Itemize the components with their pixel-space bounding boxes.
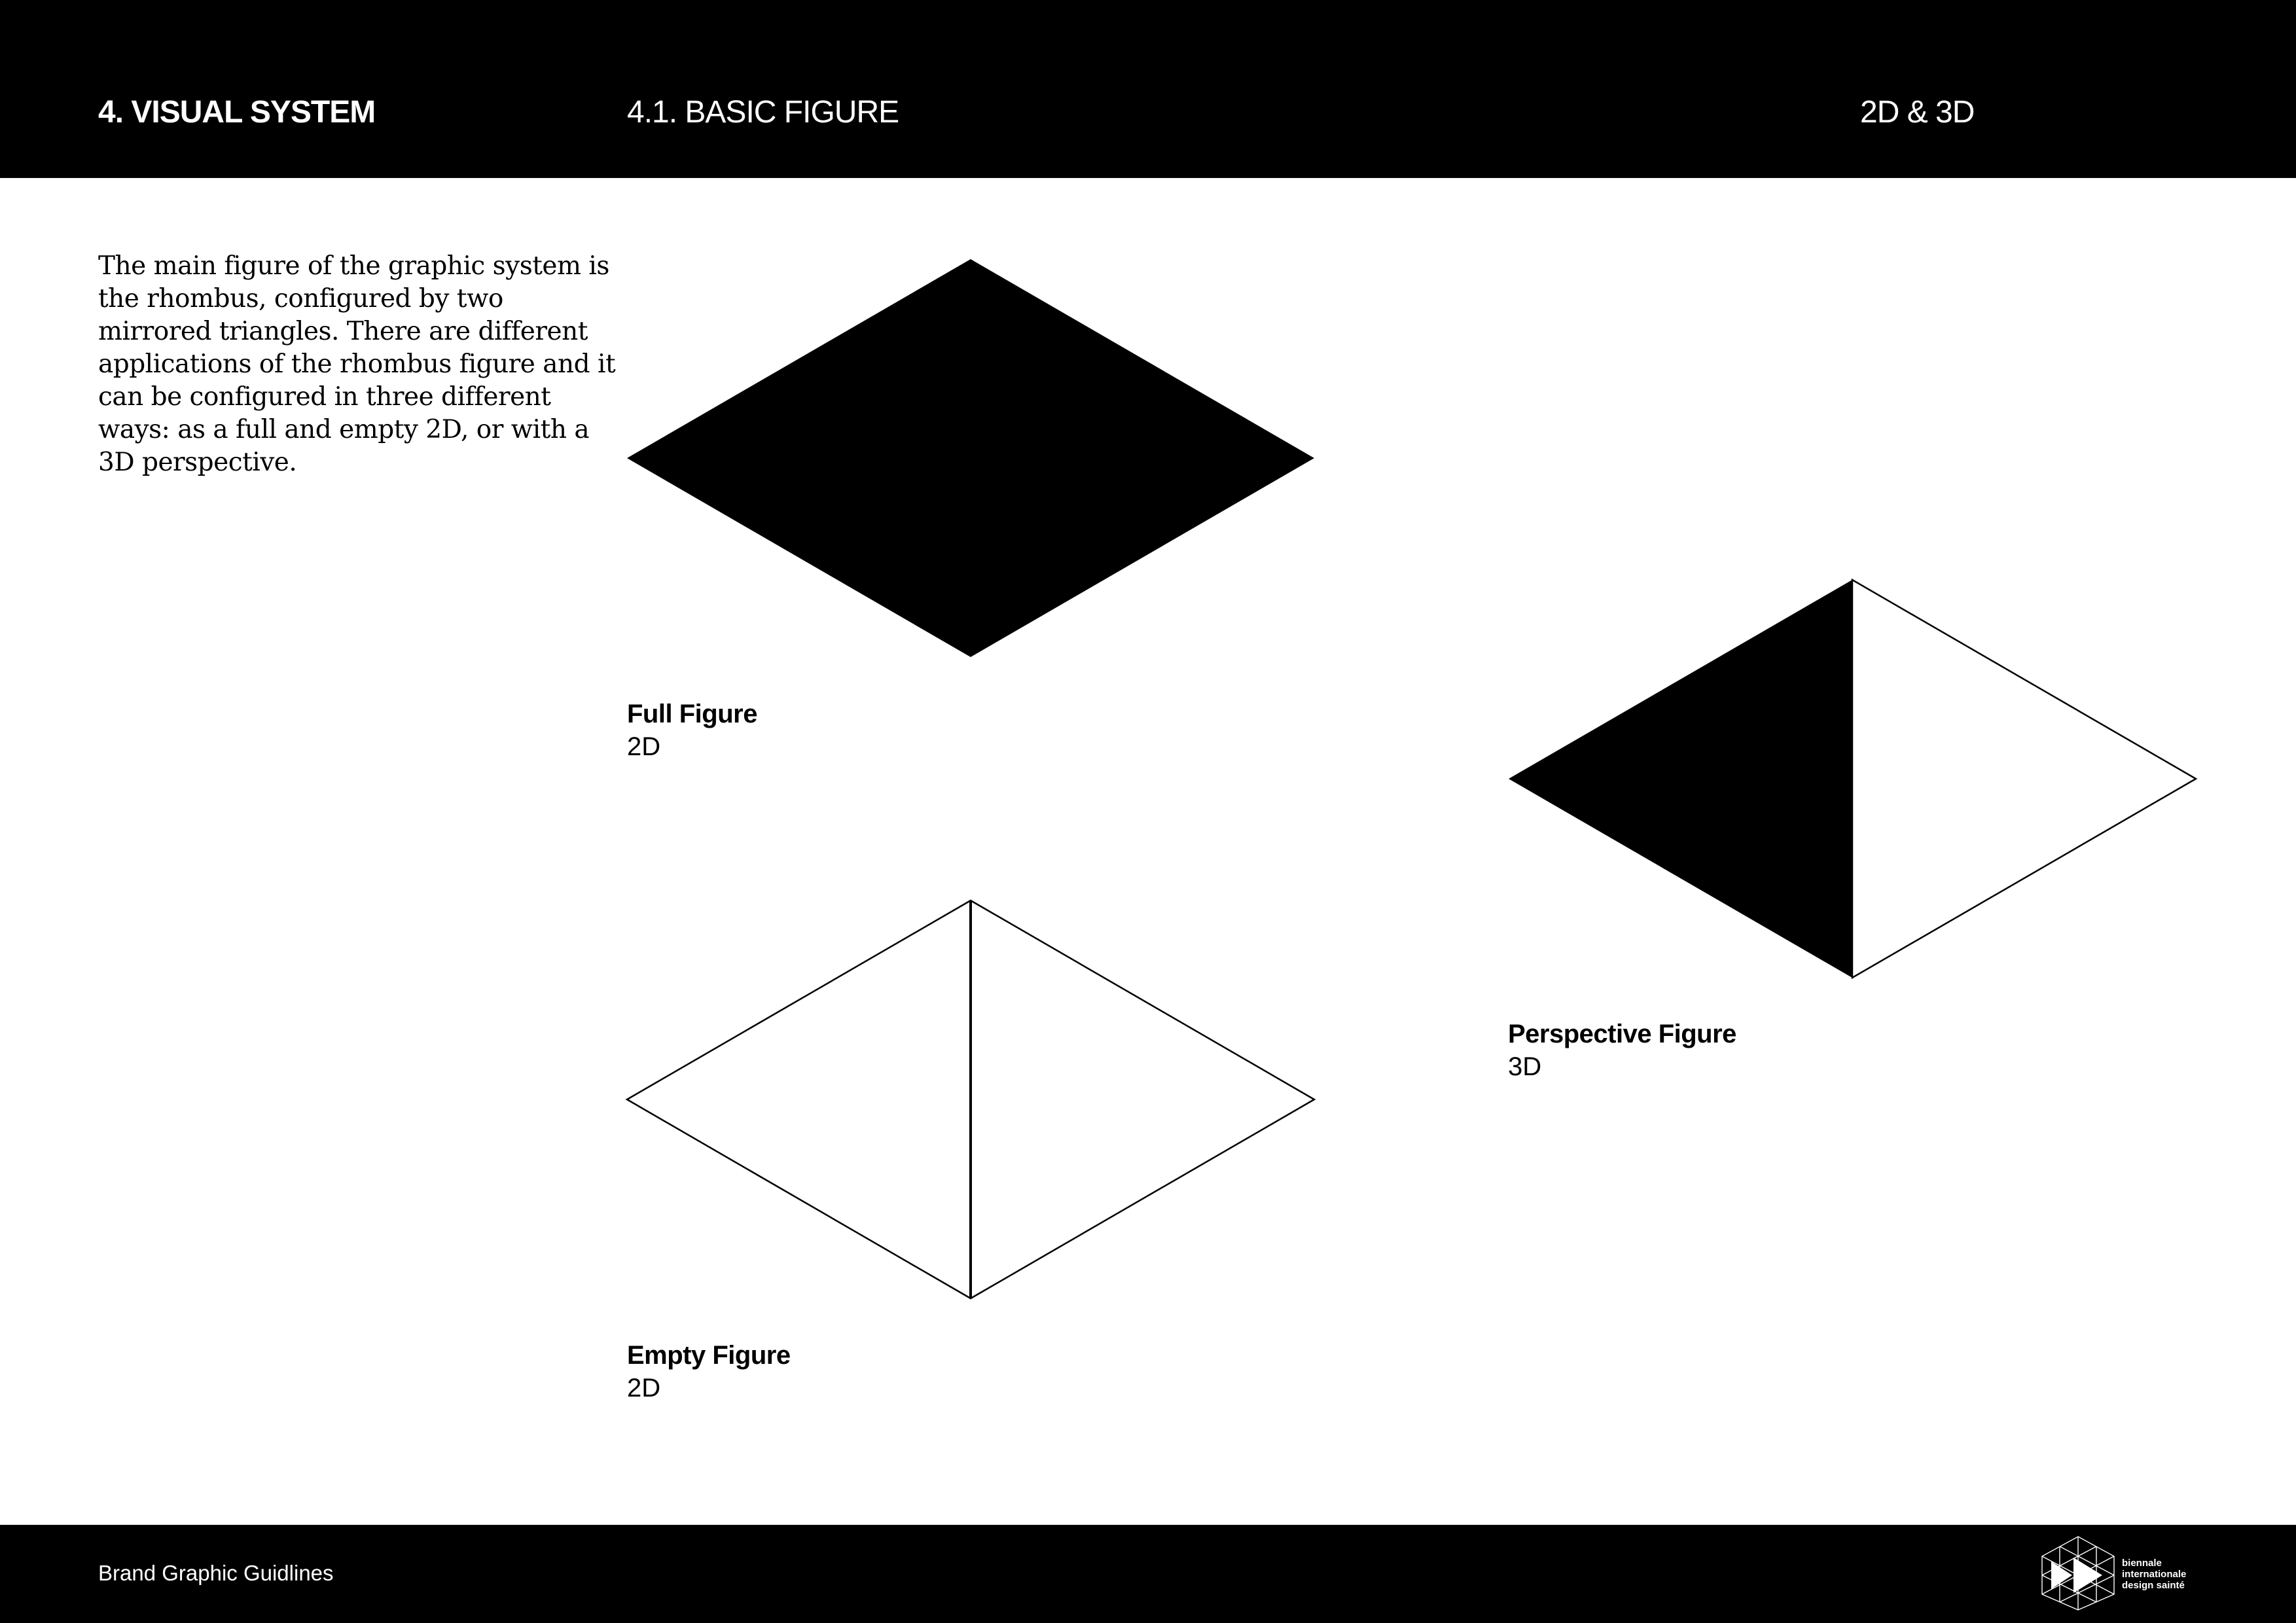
perspective-figure-dimension: 3D: [1508, 1052, 1542, 1081]
section-title: 4. VISUAL SYSTEM: [98, 95, 376, 130]
full-figure-left-triangle: [627, 259, 971, 657]
perspective-figure-filled-half: [1509, 580, 1852, 978]
subsection-title: 4.1. BASIC FIGURE: [627, 95, 899, 130]
empty-figure-caption: [627, 1339, 791, 1404]
triangle-grid-logo-icon: [2037, 1534, 2119, 1613]
logo-line-1: biennale: [2122, 1558, 2162, 1569]
empty-figure-title: Empty Figure: [627, 1341, 791, 1370]
empty-figure-rhombus: [626, 899, 1316, 1300]
page-header: [0, 0, 2296, 178]
brand-logo: [2037, 1534, 2200, 1613]
header-tag: 2D & 3D: [1860, 95, 1975, 130]
perspective-figure-outlined-half: [1852, 580, 2196, 978]
full-figure-rhombus: [626, 258, 1316, 658]
logo-line-3: design sainté: [2122, 1580, 2185, 1591]
perspective-figure-caption: [1508, 1018, 1736, 1083]
perspective-figure-rhombus: [1507, 579, 2197, 979]
footer-title: Brand Graphic Guidlines: [98, 1561, 334, 1585]
full-figure-caption: [627, 698, 757, 763]
full-figure-title: Full Figure: [627, 700, 757, 728]
page-footer: [0, 1525, 2296, 1623]
full-figure-dimension: 2D: [627, 732, 661, 761]
empty-figure-dimension: 2D: [627, 1374, 661, 1402]
full-figure-right-triangle: [971, 259, 1314, 657]
perspective-figure-title: Perspective Figure: [1508, 1020, 1736, 1048]
intro-paragraph: The main figure of the graphic system is the rhombus, configured by two mirrored triangles. There are different applications of the rhombus figure and it can be configured in three different ways: as a full and empty 2D, or with a 3D perspective.: [98, 251, 616, 477]
logo-line-2: internationale: [2122, 1569, 2187, 1580]
logo-wordmark: [2122, 1558, 2186, 1591]
